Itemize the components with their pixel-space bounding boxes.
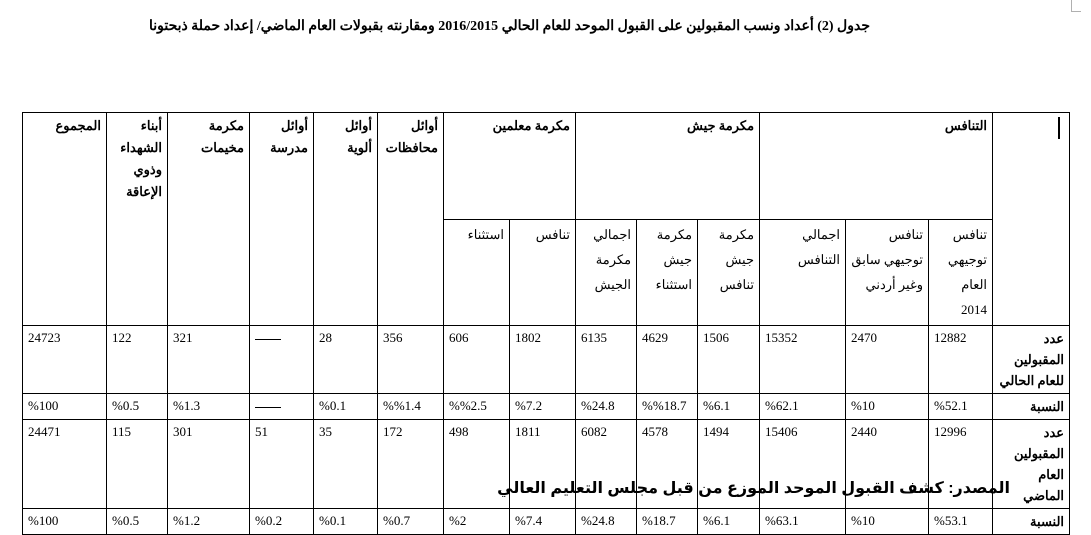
header-awail-madrasa: أوائل مدرسة	[250, 113, 314, 326]
cell-value: %52.1	[934, 398, 968, 413]
table-cell	[637, 394, 698, 420]
table-row	[23, 394, 1070, 420]
cell-value: %0.1	[319, 513, 347, 528]
header-makrama-muallimin: مكرمة معلمين	[444, 113, 576, 220]
cell-value: %6.1	[703, 398, 731, 413]
table-cell: 4578	[637, 420, 698, 509]
subheader-tanafus-total: اجمالي التنافس	[760, 220, 846, 326]
table-cell	[929, 394, 993, 420]
table-cell: 321	[168, 326, 250, 394]
table-cell: 1494	[698, 420, 760, 509]
table-cell: 115	[107, 420, 168, 509]
row-label: النسبة	[993, 509, 1070, 535]
row-label: عدد المقبولين للعام الحالي	[993, 326, 1070, 394]
table-cell: 35	[314, 420, 378, 509]
table-cell	[314, 509, 378, 535]
table-cell: 24723	[23, 326, 107, 394]
table-cell	[378, 509, 444, 535]
table-cell: 172	[378, 420, 444, 509]
table-cell	[168, 509, 250, 535]
table-cell	[576, 509, 637, 535]
header-makrama-mukhayamat: مكرمة مخيمات	[168, 113, 250, 326]
table-cell	[250, 509, 314, 535]
document-title: جدول (2) أعداد ونسب المقبولين على القبول الموحد للعام الحالي 2016/2015 ومقارنته بقبولات العام الماضي/ إعداد حملة ذبحتونا	[149, 19, 870, 34]
cell-value: %24.8	[581, 513, 615, 528]
table-cell: 606	[444, 326, 510, 394]
cell-value: %6.1	[703, 513, 731, 528]
table-cell	[168, 394, 250, 420]
table-cell	[510, 394, 576, 420]
table-cell: 2440	[846, 420, 929, 509]
table-cell: 498	[444, 420, 510, 509]
corner-cell	[993, 113, 1070, 326]
table-cell: 2470	[846, 326, 929, 394]
table-cell: 15352	[760, 326, 846, 394]
subheader-jaish-tanafus: مكرمة جيش تنافس	[698, 220, 760, 326]
cell-value: %7.2	[515, 398, 543, 413]
table-cell: 15406	[760, 420, 846, 509]
cell-value: %0.1	[319, 398, 347, 413]
table-cell	[760, 394, 846, 420]
cell-value: %63.1	[765, 513, 799, 528]
cell-value: %1.3	[173, 398, 201, 413]
admissions-table	[22, 112, 1070, 535]
dash-mark	[255, 339, 281, 340]
table-cell	[107, 394, 168, 420]
cell-value: %100	[28, 398, 59, 413]
table-cell	[23, 394, 107, 420]
row-label: النسبة	[993, 394, 1070, 420]
cell-value: %10	[851, 513, 875, 528]
cell-value: %7.4	[515, 513, 543, 528]
table-cell: 51	[250, 420, 314, 509]
table-cell	[698, 509, 760, 535]
cell-value: %62.1	[765, 398, 799, 413]
row-label: عدد المقبولين العام الماضي	[993, 420, 1070, 509]
cell-value: %18.7	[642, 513, 676, 528]
table-cell: 6135	[576, 326, 637, 394]
header-abna-shuhada: أبناء الشهداء وذوي الإعاقة	[107, 113, 168, 326]
table-cell: 6082	[576, 420, 637, 509]
header-awail-alwiya: أوائل ألوية	[314, 113, 378, 326]
table-cell	[637, 509, 698, 535]
cell-value: %1.2	[173, 513, 201, 528]
table-cell: 1506	[698, 326, 760, 394]
cell-value: %0.5	[112, 398, 140, 413]
table-cell	[846, 394, 929, 420]
table-cell: 1802	[510, 326, 576, 394]
cell-value: %0.5	[112, 513, 140, 528]
source-note: المصدر: كشف القبول الموحد الموزع من قبل مجلس التعليم العالي	[497, 480, 1010, 497]
table-cell	[314, 394, 378, 420]
cell-value: %2	[449, 513, 467, 528]
table-cell	[929, 509, 993, 535]
table-cell	[576, 394, 637, 420]
header-row-groups	[23, 113, 1070, 220]
cell-value: %%18.7	[642, 398, 687, 413]
cell-value: %24.8	[581, 398, 615, 413]
table-cell: 122	[107, 326, 168, 394]
cell-value: %53.1	[934, 513, 968, 528]
table-cell	[444, 394, 510, 420]
header-awail-muhafazat: أوائل محافظات	[378, 113, 444, 326]
table-cell	[107, 509, 168, 535]
table-cell: 301	[168, 420, 250, 509]
table-cell: 4629	[637, 326, 698, 394]
subheader-jaish-total: اجمالي مكرمة الجيش	[576, 220, 637, 326]
cell-value: %100	[28, 513, 59, 528]
table-cell	[698, 394, 760, 420]
cell-value: %%2.5	[449, 398, 487, 413]
table-cell	[510, 509, 576, 535]
table-cell: 1811	[510, 420, 576, 509]
subheader-tawjihi-previous: تنافس توجيهي سابق وغير أردني	[846, 220, 929, 326]
subheader-jaish-istithna: مكرمة جيش استثناء	[637, 220, 698, 326]
table-cell: 12996	[929, 420, 993, 509]
dash-mark	[255, 407, 281, 408]
table-cell-empty	[250, 394, 314, 420]
table-cell: 12882	[929, 326, 993, 394]
subheader-tawjihi-2014: تنافس توجيهي العام 2014	[929, 220, 993, 326]
header-makrama-jaish: مكرمة جيش	[576, 113, 760, 220]
header-tanafus: التنافس	[760, 113, 993, 220]
subheader-muallimin-tanafus: تنافس	[510, 220, 576, 326]
table-cell-empty	[250, 326, 314, 394]
subheader-muallimin-istithna: استثناء	[444, 220, 510, 326]
table-cell	[760, 509, 846, 535]
table-row	[23, 326, 1070, 394]
cell-value: %0.7	[383, 513, 411, 528]
cell-value: %%1.4	[383, 398, 421, 413]
table-cell: 24471	[23, 420, 107, 509]
table-cell: 356	[378, 326, 444, 394]
page-corner-mark	[1071, 0, 1081, 12]
table-cell	[378, 394, 444, 420]
table-cell	[846, 509, 929, 535]
table-cell	[23, 509, 107, 535]
cell-value: %10	[851, 398, 875, 413]
header-total: المجموع	[23, 113, 107, 326]
table-cell	[444, 509, 510, 535]
cell-value: %0.2	[255, 513, 283, 528]
table-cell: 28	[314, 326, 378, 394]
table-row	[23, 509, 1070, 535]
